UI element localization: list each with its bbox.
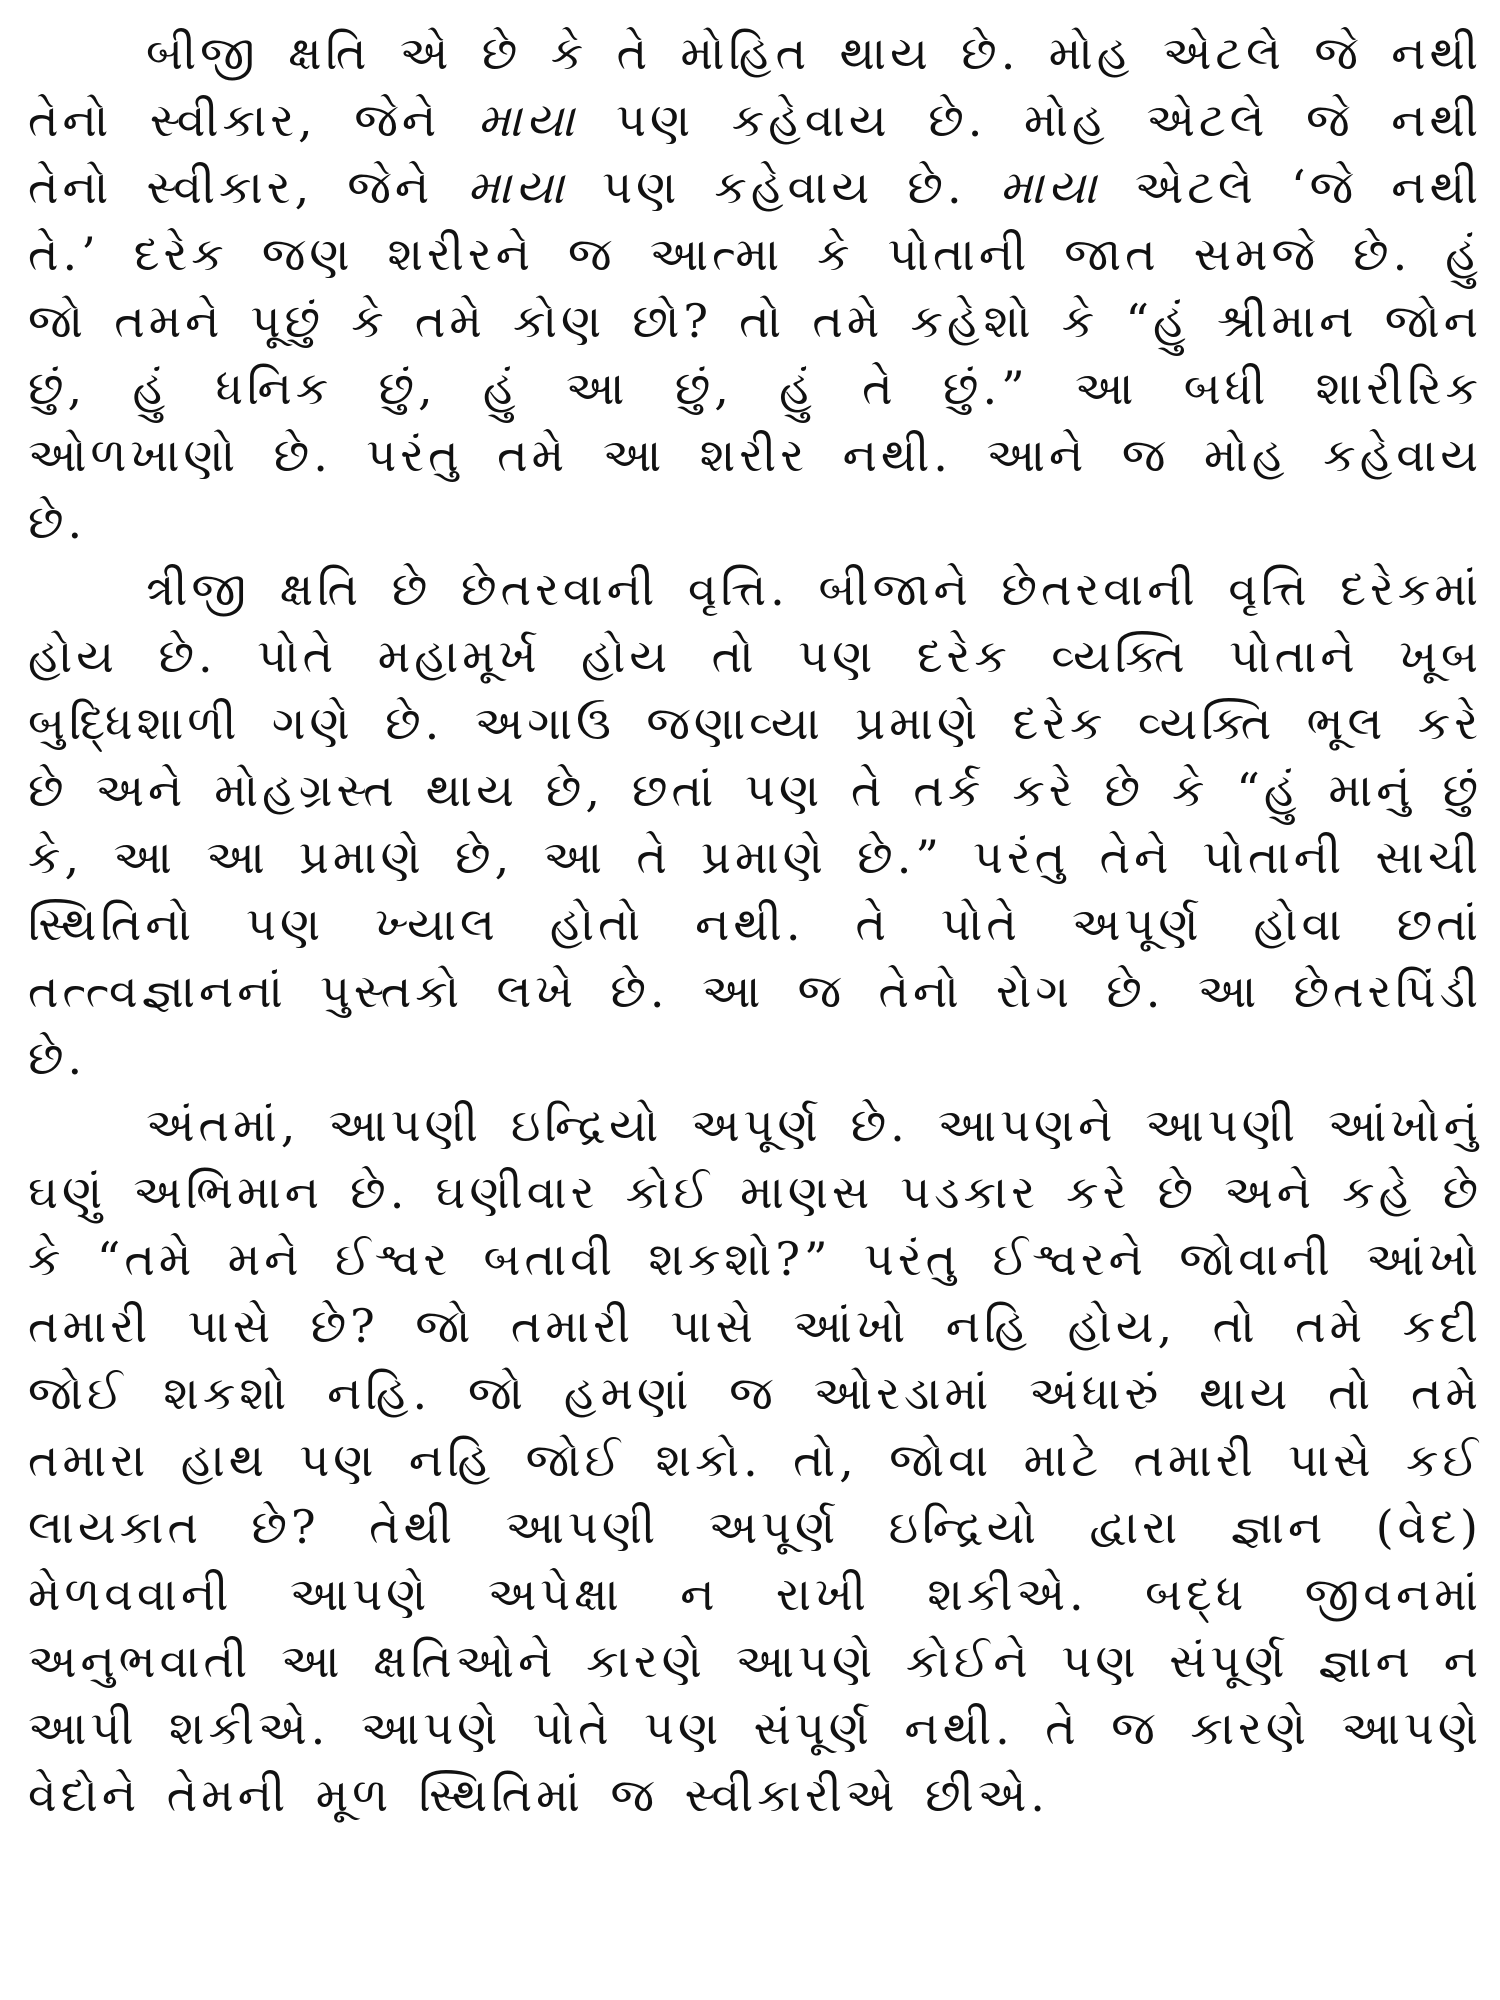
paragraph-text-segment: પણ કહેવાય છે. bbox=[568, 160, 1000, 214]
paragraph-third-defect: ત્રીજી ક્ષતિ છે છેતરવાની વૃત્તિ. બીજાને છેતરવાની વૃત્તિ દરેકમાં હોય છે. પોતે મહામૂર્ખ હોય તો પણ દરેક વ્યક્તિ પોતાને ખૂબ બુદ્ધિશાળી ગણે છે. અગાઉ જણાવ્યા પ્રમાણે દરેક વ્યક્તિ ભૂલ કરે છે અને મોહગ્રસ્ત થાય છે, છતાં પણ તે તર્ક કરે છે કે “હું માનું છું કે, આ આ પ્રમાણે છે, આ તે પ્રમાણે છે.” પરંતુ તેને પોતાની સાચી સ્થિતિનો પણ ખ્યાલ હોતો નથી. તે પોતે અપૂર્ણ હોવા છતાં તત્ત્વજ્ઞાનનાં પુસ્તકો લખે છે. આ જ તેનો રોગ છે. આ છેતરપિંડી છે. bbox=[28, 562, 1482, 1085]
paragraph-imperfect-senses: અંતમાં, આપણી ઇન્દ્રિયો અપૂર્ણ છે. આપણને આપણી આંખોનું ઘણું અભિમાન છે. ઘણીવાર કોઈ માણસ પડકાર કરે છે અને કહે છે કે “તમે મને ઈશ્વર બતાવી શકશો?” પરંતુ ઈશ્વરને જોવાની આંખો તમારી પાસે છે? જો તમારી પાસે આંખો નહિ હોય, તો તમે કદી જોઈ શકશો નહિ. જો હમણાં જ ઓરડામાં અંધારું થાય તો તમે તમારા હાથ પણ નહિ જોઈ શકો. તો, જોવા માટે તમારી પાસે કઈ લાયકાત છે? તેથી આપણી અપૂર્ણ ઇન્દ્રિયો દ્વારા જ્ઞાન (વેદ) મેળવવાની આપણે અપેક્ષા ન રાખી શકીએ. બદ્ધ જીવનમાં અનુભવાતી આ ક્ષતિઓને કારણે આપણે કોઈને પણ સંપૂર્ણ જ્ઞાન ન આપી શકીએ. આપણે પોતે પણ સંપૂર્ણ નથી. તે જ કારણે આપણે વેદોને તેમની મૂળ સ્થિતિમાં જ સ્વીકારીએ છીએ. bbox=[28, 1098, 1482, 1822]
italic-term-maya: માયા bbox=[467, 160, 569, 214]
paragraph-second-defect bbox=[28, 20, 1482, 556]
paragraph-text-segment: એટલે ‘જે નથી તે.’ દરેક જણ શરીરને જ આત્મા કે પોતાની જાત સમજે છે. હું જો તમને પૂછું કે તમે કોણ છો? તો તમે કહેશો કે “હું શ્રીમાન જોન છું, હું ધનિક છું, હું આ છું, હું તે છું.” આ બધી શારીરિક ઓળખાણો છે. પરંતુ તમે આ શરીર નથી. આને જ મોહ કહેવાય છે. bbox=[28, 160, 1483, 549]
paragraph-text-segment: બીજી ક્ષતિ એ છે કે તે મોહિત થાય છે. મોહ એટલે જે નથી તેનો સ્વીકાર, જેને bbox=[28, 26, 1482, 147]
italic-term-maya: માયા bbox=[999, 160, 1101, 214]
italic-term-maya: માયા bbox=[477, 93, 579, 147]
paragraph-text-segment: પણ કહેવાય છે. મોહ એટલે જે નથી તેનો સ્વીકાર, જેને bbox=[28, 93, 1482, 214]
